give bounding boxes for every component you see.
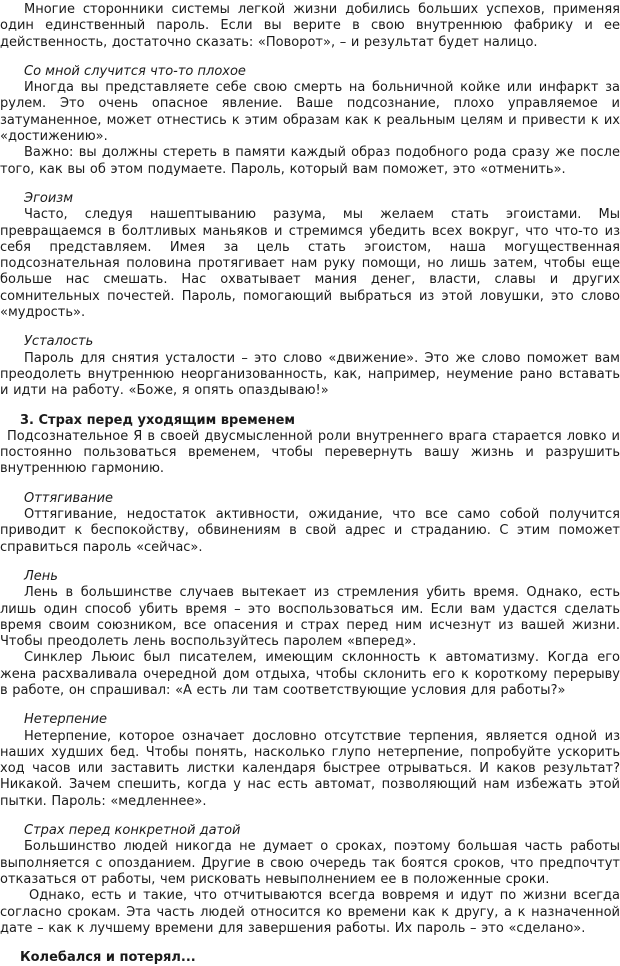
subheading-italic: Эгоизм xyxy=(24,190,74,206)
paragraph: Большинство людей никогда не думает о сроках, поэтому большая часть работы выполняется с опозданием. Другие в свою очередь так боятся сроков, что предпочтут отказаться от работы, чем рисковать невыполнением ее в положенные сроки. xyxy=(0,839,620,887)
paragraph: Лень в большинстве случаев вытекает из стремления убить время. Однако, есть лишь один способ убить время – это воспользоваться им. Если вам удастся сделать время своим союзником, все опасения и страх перед ним исчезнут из вашей жизни. Чтобы преодолеть лень воспользуйтесь паролем «вперед». xyxy=(0,585,620,650)
paragraph: Иногда вы представляете себе свою смерть на больничной койке или инфаркт за рулем. Это очень опасное явление. Ваше подсознание, плохо управляемое и затуманенное, может отнестись к этим образам как к реальным целям и привести к их «достижению». xyxy=(0,80,620,145)
paragraph: Синклер Льюис был писателем, имеющим склонность к автоматизму. Когда его жена расхваливала очередной дом отдыха, чтобы склонить его к короткому перерыву в работе, он спрашивал: «А есть ли там соответствующие условия для работы?» xyxy=(0,650,620,698)
paragraph: Часто, следуя нашептыванию разума, мы желаем стать эгоистами. Мы превращаемся в болтливых маньяков и стремимся убедить всех вокруг, что что-то из себя представляем. Имея за цель стать эгоистом, наша могущественная подсознательная половина протягивает нам руку помощи, но лишь затем, чтобы еще больше нас смешать. Нас охватывает мания денег, власти, славы и других сомнительных почестей. Пароль, помогающий выбраться из этой ловушки, это слово «мудрость». xyxy=(0,207,620,321)
subheading-italic: Со мной случится что-то плохое xyxy=(24,63,246,79)
paragraph: Оттягивание, недостаток активности, ожидание, что все само собой получится приводит к беспокойству, обвинениям в свой адрес и страданию. С этим поможет справиться пароль «сейчас». xyxy=(0,507,620,555)
subheading-italic: Усталость xyxy=(24,334,94,350)
subheading-italic: Оттягивание xyxy=(24,490,114,506)
subheading-italic: Страх перед конкретной датой xyxy=(24,823,241,839)
paragraph: Подсознательное Я в своей двусмысленной роли внутреннего врага старается ловко и постоянно пользоваться временем, чтобы перевернуть вашу жизнь и разрушить внутреннюю гармонию. xyxy=(0,428,620,477)
paragraph: Однако, есть и такие, что отчитываются всегда вовремя и идут по жизни всегда согласно срокам. Эта часть людей относится ко времени как к другу, а к назначенной дате – как к лучшему времени для завершения работы. Их пароль – это «сделано». xyxy=(0,888,620,936)
paragraph: Многие сторонники системы легкой жизни добились больших успехов, применяя один единственный пароль. Если вы верите в свою внутреннюю фабрику и ее действенность, достаточно сказать: «Поворот», – и результат будет налицо. xyxy=(0,2,620,50)
paragraph: Важно: вы должны стереть в памяти каждый образ подобного рода сразу же после того, как вы об этом подумаете. Пароль, который вам поможет, это «отменить». xyxy=(0,145,620,177)
subheading-italic: Нетерпение xyxy=(24,712,108,728)
paragraph: Пароль для снятия усталости – это слово «движение». Это же слово поможет вам преодолеть внутреннюю неорганизованность, как, например, неумение рано вставать и идти на работу. «Боже, я опять опаздываю!» xyxy=(0,350,620,399)
section-heading-bold: 3. Страх перед уходящим временем xyxy=(20,412,296,428)
subheading-italic: Лень xyxy=(24,568,58,584)
section-heading-bold: Колебался и потерял... xyxy=(20,950,196,966)
paragraph: Нетерпение, которое означает дословно отсутствие терпения, является одной из наших худших бед. Чтобы понять, насколько глупо нетерпение, попробуйте ускорить ход часов или заставить листки календаря быстрее отрываться. И каков результат? Никакой. Зачем спешить, когда у нас есть автомат, позволяющий нам избежать этой пытки. Пароль: «медленнее». xyxy=(0,728,620,809)
